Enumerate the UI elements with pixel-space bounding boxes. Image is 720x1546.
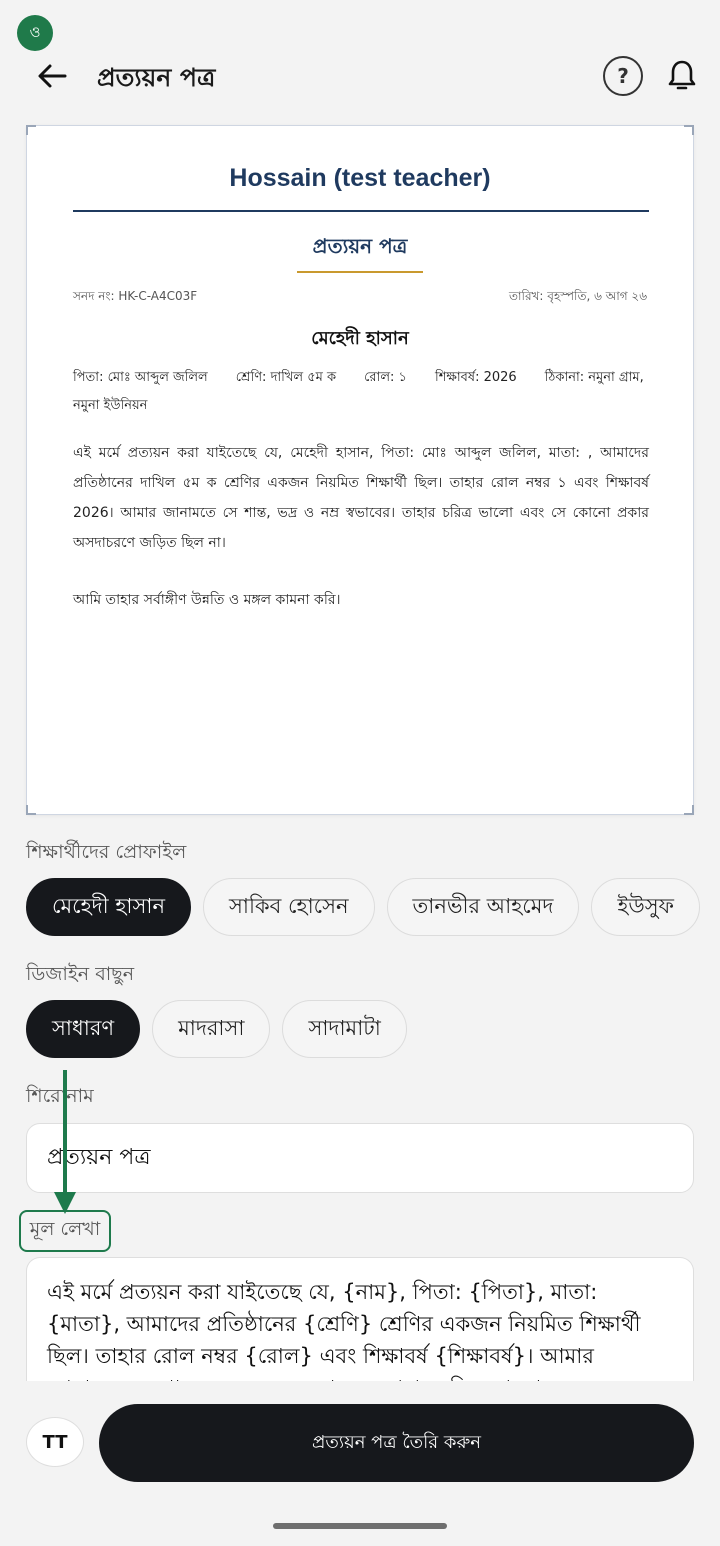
corner-mark (684, 125, 694, 135)
profile-chip[interactable]: তানভীর আহমেদ (387, 878, 580, 936)
title-input[interactable]: প্রত্যয়ন পত্র (26, 1123, 694, 1193)
certificate-body: এই মর্মে প্রত্যয়ন করা যাইতেছে যে, মেহেদী হাসান, পিতা: মোঃ আব্দুল জলিল, মাতা: , আমাদের প্রতিষ্ঠানের দাখিল ৫ম ক শ্রেণির একজন নিয়মিত শিক্ষার্থী ছিল। তাহার রোল নম্বর ১ এবং শিক্ষাবর্ষ 2026। আমার জানামতে সে শান্ত, ভদ্র ও নম্র স্বভাবের। তাহার চরিত্র ভালো এবং সে কোনো প্রকার অসদাচরণে জড়িত ছিল না। (73, 445, 649, 551)
corner-mark (684, 805, 694, 815)
profile-chip-row (26, 878, 694, 942)
corner-mark (26, 125, 36, 135)
bell-icon (667, 59, 697, 93)
home-indicator (273, 1523, 447, 1529)
back-button[interactable] (30, 54, 74, 98)
student-info (73, 364, 649, 420)
design-chip[interactable]: সাদামাটা (282, 1000, 406, 1058)
info-roll: রোল: ১ (364, 370, 407, 385)
info-class: শ্রেণি: দাখিল ৫ম ক (235, 370, 337, 385)
notification-button[interactable] (662, 56, 702, 96)
corner-mark (26, 805, 36, 815)
page-title: প্রত্যয়ন পত্র (97, 63, 216, 92)
certificate-closing: আমি তাহার সর্বাঙ্গীণ উন্নতি ও মঙ্গল কামনা করি। (73, 592, 341, 608)
certificate-date: তারিখ: বৃহস্পতি, ৬ আগ ২৬ (509, 289, 647, 303)
create-certificate-button[interactable]: প্রত্যয়ন পত্র তৈরি করুন (99, 1404, 694, 1482)
profile-chip[interactable]: মেহেদী হাসান (26, 878, 191, 936)
profiles-label: শিক্ষার্থীদের প্রোফাইল (26, 841, 187, 863)
certificate-preview (26, 125, 694, 815)
divider (73, 210, 649, 212)
annotation-arrow (50, 1068, 80, 1218)
design-chip[interactable]: মাদরাসা (152, 1000, 270, 1058)
text-size-icon: TT (42, 1431, 68, 1453)
student-name: মেহেদী হাসান (311, 328, 409, 349)
info-year: শিক্ষাবর্ষ: 2026 (434, 370, 517, 385)
info-father: পিতা: মোঃ আব্দুল জলিল (73, 370, 208, 385)
body-field-label: মূল লেখা (19, 1210, 111, 1252)
arrow-left-icon (37, 63, 67, 89)
help-button[interactable] (603, 56, 643, 96)
design-label: ডিজাইন বাছুন (26, 963, 135, 985)
profile-chip[interactable]: সাকিব হোসেন (203, 878, 375, 936)
help-icon: ? (617, 64, 629, 88)
design-chip-row (26, 1000, 694, 1064)
app-bar (0, 48, 720, 104)
info-address: ঠিকানা: নমুনা গ্রাম, নমুনা ইউনিয়ন (73, 370, 644, 413)
certificate-heading: প্রত্যয়ন পত্র (297, 232, 424, 273)
certificate-heading-wrap (27, 232, 693, 273)
certificate-number: সনদ নং: HK-C-A4C03F (73, 289, 198, 303)
status-badge: ও (17, 15, 53, 51)
profile-chip[interactable]: ইউসুফ (591, 878, 700, 936)
title-field-label: শিরোনাম (26, 1085, 94, 1107)
bottom-bar (0, 1381, 720, 1546)
design-chip[interactable]: সাধারণ (26, 1000, 140, 1058)
body-textarea[interactable]: এই মর্মে প্রত্যয়ন করা যাইতেছে যে, {নাম}, পিতা: {পিতা}, মাতা: {মাতা}, আমাদের প্রতিষ্ঠানের {শ্রেণি} শ্রেণির একজন নিয়মিত শিক্ষার্থী ছিল। তাহার রোল নম্বর {রোল} এবং শিক্ষাবর্ষ {শিক্ষাবর্ষ}। আমার (26, 1257, 694, 1381)
font-size-button[interactable] (26, 1417, 84, 1467)
institution-name: Hossain (test teacher) (229, 164, 491, 192)
